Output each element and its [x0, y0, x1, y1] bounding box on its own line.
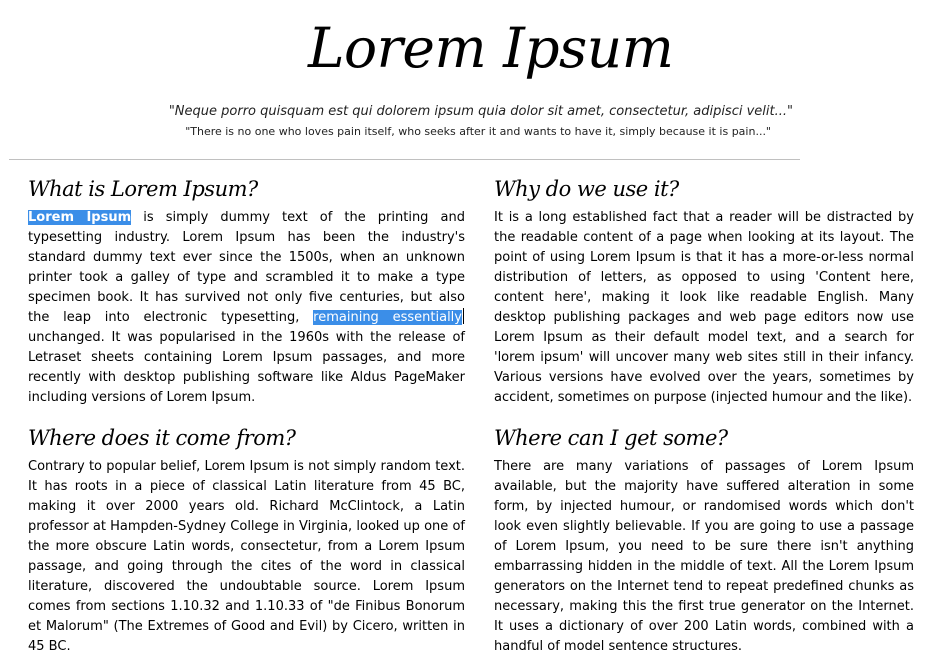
section-heading: Why do we use it?	[494, 177, 679, 201]
section-what-is-lorem-ipsum	[28, 170, 465, 408]
section-where-get	[494, 419, 931, 657]
latin-quote: "Neque porro quisquam est qui dolorem ipsum quia dolor sit amet, consectetur, adipisci velit..."	[168, 104, 793, 119]
section-body[interactable]: Contrary to popular belief, Lorem Ipsum is not simply random text. It has roots in a piece of classical Latin literature from 45 BC, making it over 2000 years old. Richard McClintock, a Latin professor at Hampden-Sydney College in Virginia, looked up one of the more obscure Latin words, consectetur, from a Lorem Ipsum passage, and going through the cites of the word in classical literature, discovered the undoubtable source. Lorem Ipsum comes from sections 1.10.32 and 1.10.33 of "de Finibus Bonorum et Malorum" (The Extremes of Good and Evil) by Cicero, written in 45 BC.	[28, 459, 465, 654]
section-heading: What is Lorem Ipsum?	[28, 177, 258, 201]
bold-lead-text: Lorem Ipsum	[28, 210, 132, 225]
section-body[interactable]: It is a long established fact that a reader will be distracted by the readable content of a page when looking at its layout. The point of using Lorem Ipsum is that it has a more-or-less normal distribution of letters, as opposed to using 'Content here, content here', making it look like readable English. Many desktop publishing packages and web page editors now use Lorem Ipsum as their default model text, and a search for 'lorem ipsum' will uncover many web sites still in their infancy. Various versions have evolved over the years, sometimes by accident, sometimes on purpose (injected humour and the like).	[494, 210, 914, 405]
section-why-use-it	[494, 170, 931, 408]
header-divider	[9, 159, 800, 160]
section-body[interactable]	[28, 208, 465, 408]
text-cursor-icon	[463, 308, 464, 324]
body-text: is simply dummy text of the printing and typesetting industry. Lorem Ipsum has been the industry's standard dummy text ever since the 1500s, when an unknown printer took a galley of type and scrambled it to make a type specimen book. It has survived not only five centuries, but also the leap into electronic typesetting,	[28, 210, 465, 325]
section-body[interactable]: There are many variations of passages of Lorem Ipsum available, but the majority have suffered alteration in some form, by injected humour, or randomised words which don't look even slightly believable. If you are going to use a passage of Lorem Ipsum, you need to be sure there isn't anything embarrassing hidden in the middle of text. All the Lorem Ipsum generators on the Internet tend to repeat predefined chunks as necessary, making this the first true generator on the Internet. It uses a dictionary of over 200 Latin words, combined with a handful of model sentence structures.	[494, 459, 914, 654]
section-heading: Where can I get some?	[494, 426, 728, 450]
body-text: unchanged. It was popularised in the 1960s with the release of Letraset sheets containing Lorem Ipsum passages, and more recently with desktop publishing software like Aldus PageMaker including versions of Lorem Ipsum.	[28, 330, 465, 405]
section-heading: Where does it come from?	[28, 426, 296, 450]
selected-text: remaining essentially	[313, 310, 462, 325]
section-where-from	[28, 419, 465, 657]
english-quote: "There is no one who loves pain itself, who seeks after it and wants to have it, simply because it is pain..."	[185, 125, 771, 138]
page-title: Lorem Ipsum	[308, 16, 674, 80]
